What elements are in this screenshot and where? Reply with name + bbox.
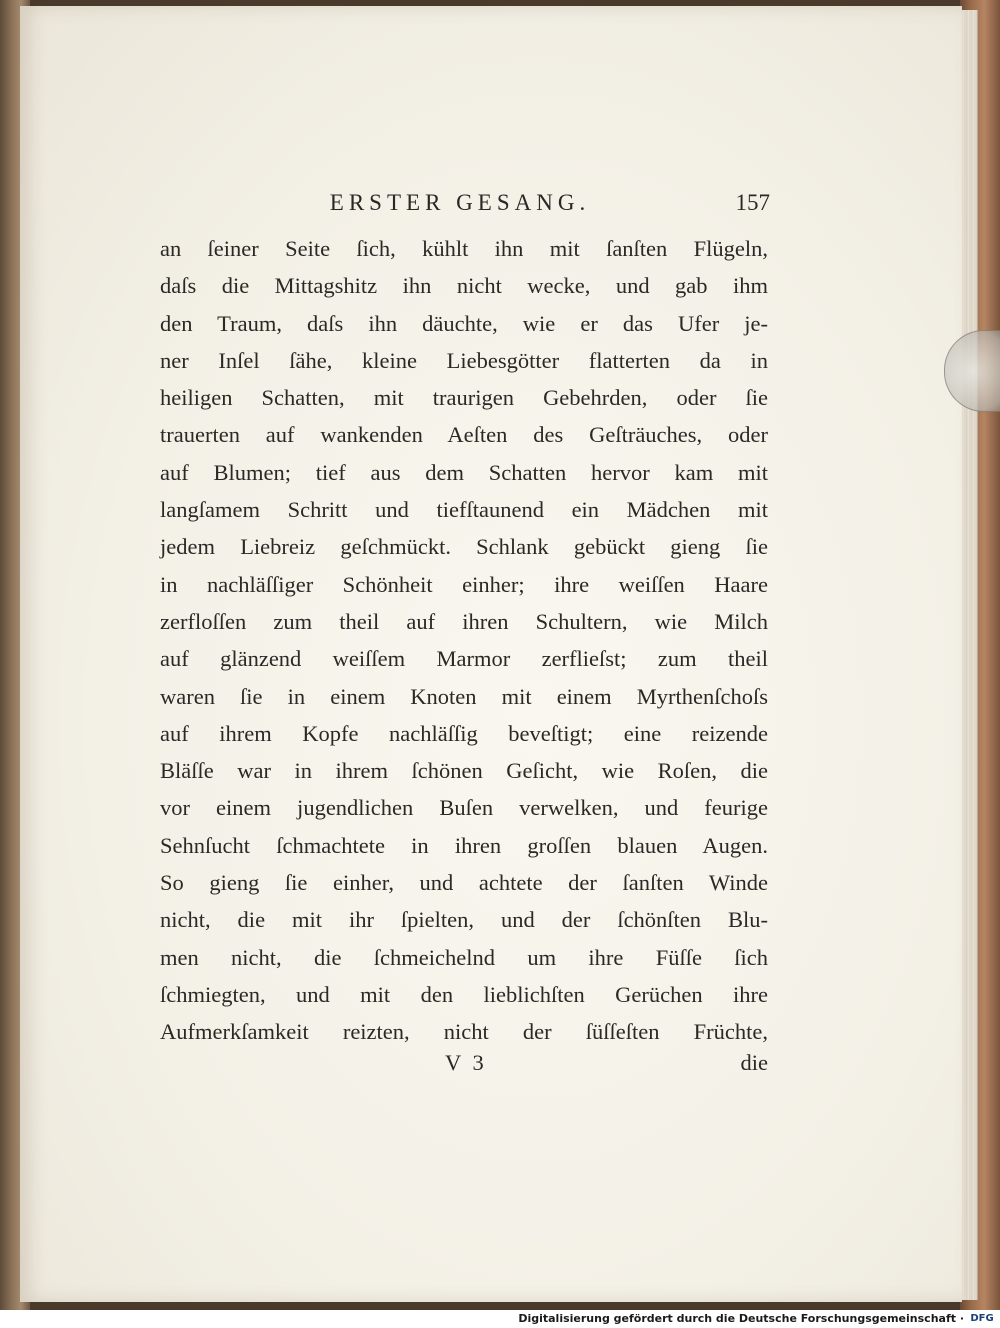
text-line: langſamem Schritt und tiefſtaunend ein Mädchen mit — [160, 497, 768, 523]
text-line: jedem Liebreiz geſchmückt. Schlank gebückt gieng ſie — [160, 534, 768, 560]
text-line: den Traum, daſs ihn däuchte, wie er das Ufer je- — [160, 310, 768, 336]
text-line: auf ihrem Kopfe nachläſſig beveſtigt; eine reizende — [160, 720, 768, 746]
credit-bar — [0, 1310, 1000, 1328]
text-line: waren ſie in einem Knoten mit einem Myrthenſchoſs — [160, 683, 768, 709]
text-line: an ſeiner Seite ſich, kühlt ihn mit ſanſten Flügeln, — [160, 236, 768, 261]
text-line: in nachläſſiger Schönheit einher; ihre weiſſen Haare — [160, 571, 768, 597]
page-footer — [160, 1050, 768, 1086]
text-line: auf glänzend weiſſem Marmor zerflieſst; zum theil — [160, 646, 768, 672]
text-line: nicht, die mit ihr ſpielten, und der ſchönſten Blu- — [160, 907, 768, 933]
text-line: daſs die Mittagshitz ihn nicht wecke, und gab ihm — [160, 273, 768, 299]
text-line: trauerten auf wankenden Aeſten des Geſträuches, oder — [160, 422, 768, 448]
text-line: So gieng ſie einher, und achtete der ſanſten Winde — [160, 870, 768, 896]
chapter-heading: ERSTER GESANG. — [329, 190, 591, 215]
text-line: auf Blumen; tief aus dem Schatten hervor kam mit — [160, 459, 768, 485]
page-number: 157 — [735, 190, 770, 215]
text-line: zerfloſſen zum theil auf ihren Schultern, wie Milch — [160, 608, 768, 634]
text-line: Bläſſe war in ihrem ſchönen Geſicht, wie Roſen, die — [160, 758, 768, 784]
text-line: ſchmiegten, und mit den lieblichſten Gerüchen ihre — [160, 981, 768, 1007]
dfg-logo-icon: DFG — [970, 1313, 994, 1324]
text-line: men nicht, die ſchmeichelnd um ihre Füſſe ſich — [160, 944, 768, 970]
running-head — [150, 190, 770, 230]
funding-credit: Digitalisierung gefördert durch die Deutsche Forschungsgemeinschaft · — [518, 1312, 964, 1325]
body-text — [160, 230, 768, 1051]
text-line: vor einem jugendlichen Buſen verwelken, und feurige — [160, 795, 768, 821]
text-line: ner Inſel ſähe, kleine Liebesgötter flatterten da in — [160, 347, 768, 373]
catchword: die — [740, 1050, 768, 1075]
text-line: heiligen Schatten, mit traurigen Gebehrden, oder ſie — [160, 385, 768, 411]
signature-mark: V 3 — [445, 1050, 487, 1075]
text-line: Aufmerkſamkeit reizten, nicht der ſüſſeſten Früchte, — [160, 1019, 768, 1045]
text-line: Sehnſucht ſchmachtete in ihren groſſen blauen Augen. — [160, 832, 768, 858]
